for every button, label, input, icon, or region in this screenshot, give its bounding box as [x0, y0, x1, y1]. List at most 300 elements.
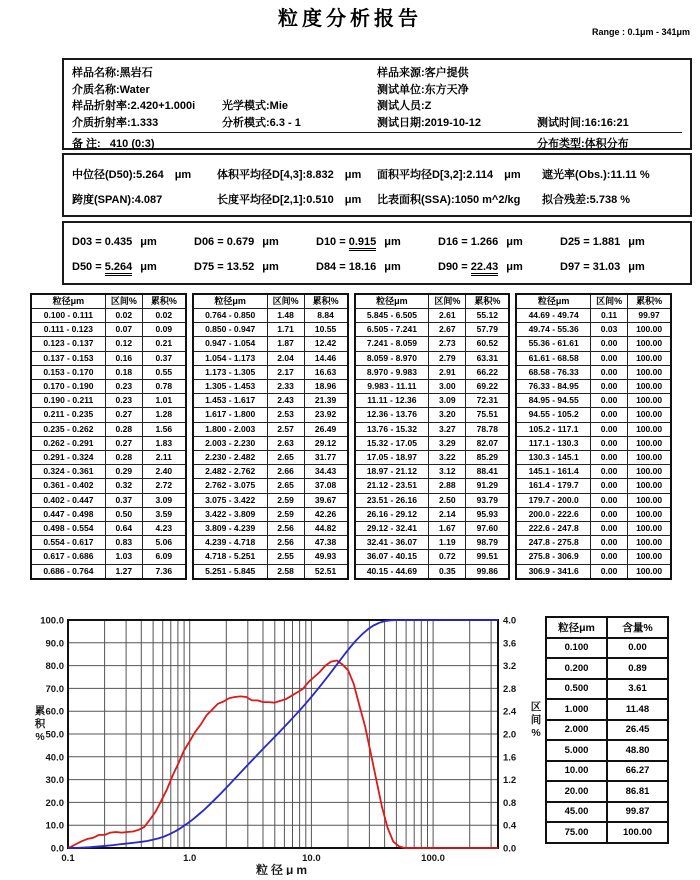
stat-span-label: 跨度(SPAN):	[72, 193, 135, 206]
cumulative-cell: 37.08	[304, 479, 347, 493]
cumulative-cell: 10.55	[304, 323, 347, 337]
remark-row	[72, 132, 682, 150]
cumulative-cell: 6.09	[142, 550, 185, 564]
interval-cell: 0.00	[591, 380, 628, 394]
bin-range-cell: 84.95 - 94.55	[516, 394, 590, 408]
stat-d21-unit: μm	[344, 193, 362, 206]
percentile-unit: μm	[262, 235, 279, 248]
bin-range-cell: 0.262 - 0.291	[31, 436, 105, 450]
interval-cell: 2.14	[429, 507, 466, 521]
interval-cell: 0.07	[105, 323, 142, 337]
table-row	[193, 550, 348, 564]
percentile-value: 18.16	[348, 260, 377, 273]
summary-size-cell: 5.000	[546, 740, 607, 761]
percentile-unit: μm	[384, 235, 401, 248]
interval-cell: 3.27	[429, 422, 466, 436]
cumulative-cell: 63.31	[466, 351, 509, 365]
summary-size-cell: 0.200	[546, 658, 607, 679]
bin-range-cell: 0.291 - 0.324	[31, 451, 105, 465]
y-axis-right-tick: 1.6	[503, 752, 517, 764]
column-header: 区间%	[105, 294, 142, 309]
summary-row	[546, 699, 668, 720]
stat-ssa	[377, 191, 542, 207]
bin-range-cell: 13.76 - 15.32	[355, 422, 429, 436]
cumulative-cell: 16.63	[304, 365, 347, 379]
stat-median-unit: μm	[174, 168, 192, 181]
column-header: 粒径μm	[516, 294, 590, 309]
stats-row	[72, 161, 682, 186]
interval-cell: 1.87	[267, 337, 304, 351]
stat-d32-label: 面积平均径D[3,2]:	[377, 168, 467, 181]
table-row	[193, 465, 348, 479]
sample-source-label: 样品来源:	[377, 67, 425, 80]
table-row	[193, 522, 348, 536]
y-axis-left-tick: 60.0	[45, 706, 64, 718]
y-axis-left-tick: 0.0	[50, 843, 64, 855]
summary-content-cell: 3.61	[607, 679, 668, 700]
bin-range-cell: 0.686 - 0.764	[31, 564, 105, 579]
stat-span	[72, 191, 217, 207]
bin-range-cell: 2.762 - 3.075	[193, 479, 267, 493]
x-axis-tick: 1.0	[183, 853, 197, 864]
table-row	[516, 323, 671, 337]
table-row	[355, 309, 510, 323]
table-row	[31, 522, 186, 536]
sample-name-value: 黑岩石	[119, 67, 153, 80]
percentile-d97	[560, 261, 682, 273]
interval-cell: 3.22	[429, 451, 466, 465]
interval-cell: 0.11	[591, 309, 628, 323]
cumulative-cell: 0.02	[142, 309, 185, 323]
bin-range-cell: 2.003 - 2.230	[193, 436, 267, 450]
bin-range-cell: 2.482 - 2.762	[193, 465, 267, 479]
bin-range-cell: 0.235 - 0.262	[31, 422, 105, 436]
interval-cell: 1.67	[429, 522, 466, 536]
cumulative-cell: 0.09	[142, 323, 185, 337]
tester-label: 测试人员:	[377, 100, 425, 113]
interval-cell: 0.03	[591, 323, 628, 337]
info-row	[72, 97, 682, 114]
cumulative-cell: 18.96	[304, 380, 347, 394]
distribution-type-value: 体积分布	[584, 138, 629, 150]
y-axis-left-tick: 80.0	[45, 661, 64, 673]
table-row	[31, 493, 186, 507]
summary-size-cell: 20.00	[546, 781, 607, 802]
bin-range-cell: 49.74 - 55.36	[516, 323, 590, 337]
cumulative-cell: 57.79	[466, 323, 509, 337]
y-axis-left-tick: 40.0	[45, 752, 64, 764]
summary-row	[546, 802, 668, 823]
cumulative-cell: 100.00	[628, 479, 671, 493]
interval-cell: 3.00	[429, 380, 466, 394]
table-row	[355, 479, 510, 493]
cumulative-cell: 93.79	[466, 493, 509, 507]
y-axis-right-tick: 0.8	[503, 797, 517, 809]
bin-range-cell: 5.251 - 5.845	[193, 564, 267, 579]
interval-cell: 2.04	[267, 351, 304, 365]
column-header: 粒径μm	[355, 294, 429, 309]
table-header-row	[516, 294, 671, 309]
cumulative-cell: 2.40	[142, 465, 185, 479]
percentile-unit: μm	[628, 260, 645, 273]
y-axis-right-tick: 0.4	[503, 820, 517, 832]
interval-cell: 0.72	[429, 550, 466, 564]
bin-range-cell: 179.7 - 200.0	[516, 493, 590, 507]
summary-row	[546, 781, 668, 802]
y-axis-right-title: %	[531, 727, 541, 739]
interval-cell: 0.02	[105, 309, 142, 323]
y-axis-left-tick: 30.0	[45, 775, 64, 787]
bin-range-cell: 0.211 - 0.235	[31, 408, 105, 422]
summary-table-grid	[545, 616, 669, 844]
interval-cell: 2.59	[267, 507, 304, 521]
interval-cell: 2.67	[429, 323, 466, 337]
stat-median	[72, 166, 217, 182]
bin-range-cell: 130.3 - 145.1	[516, 451, 590, 465]
table-row	[31, 536, 186, 550]
bin-range-cell: 3.809 - 4.239	[193, 522, 267, 536]
summary-size-cell: 1.000	[546, 699, 607, 720]
cumulative-cell: 100.00	[628, 394, 671, 408]
y-axis-right-tick: 2.0	[503, 729, 517, 741]
percentile-d25	[560, 236, 682, 248]
bin-range-cell: 0.447 - 0.498	[31, 507, 105, 521]
y-axis-left-tick: 100.0	[40, 615, 64, 627]
table-row	[193, 479, 348, 493]
table-row	[31, 365, 186, 379]
x-axis-tick: 0.1	[61, 853, 75, 864]
percentiles-box	[62, 221, 692, 285]
interval-cell: 2.57	[267, 422, 304, 436]
bin-range-cell: 105.2 - 117.1	[516, 422, 590, 436]
test-date	[377, 114, 537, 130]
table-row	[31, 337, 186, 351]
interval-cell: 0.50	[105, 507, 142, 521]
cumulative-cell: 14.46	[304, 351, 347, 365]
table-row	[355, 351, 510, 365]
summary-content-cell: 86.81	[607, 781, 668, 802]
cumulative-cell: 88.41	[466, 465, 509, 479]
percentile-name: D50 =	[72, 260, 105, 273]
tester	[377, 97, 682, 113]
cumulative-cell: 60.52	[466, 337, 509, 351]
bin-range-cell: 9.983 - 11.11	[355, 380, 429, 394]
table-row	[193, 493, 348, 507]
interval-cell: 0.23	[105, 380, 142, 394]
cumulative-cell: 31.77	[304, 451, 347, 465]
cumulative-cell: 3.59	[142, 507, 185, 521]
interval-cell: 0.00	[591, 465, 628, 479]
cumulative-cell: 100.00	[628, 536, 671, 550]
table-header-row	[31, 294, 186, 309]
bin-range-cell: 145.1 - 161.4	[516, 465, 590, 479]
cumulative-cell: 2.11	[142, 451, 185, 465]
percentile-d10	[316, 236, 438, 248]
medium-ri	[72, 114, 222, 130]
medium-name	[72, 81, 377, 97]
interval-cell: 0.27	[105, 436, 142, 450]
table-row	[516, 394, 671, 408]
summary-content-cell: 66.27	[607, 761, 668, 782]
bin-range-cell: 76.33 - 84.95	[516, 380, 590, 394]
column-header: 粒径μm	[31, 294, 105, 309]
cumulative-cell: 44.82	[304, 522, 347, 536]
bin-range-cell: 17.05 - 18.97	[355, 451, 429, 465]
percentile-name: D03 =	[72, 235, 105, 248]
column-header: 区间%	[429, 294, 466, 309]
bin-range-cell: 275.8 - 306.9	[516, 550, 590, 564]
interval-cell: 2.55	[267, 550, 304, 564]
interval-cell: 0.28	[105, 451, 142, 465]
interval-cell: 0.64	[105, 522, 142, 536]
measure-range-label: Range : 0.1μm - 341μm	[591, 27, 690, 37]
table-row	[193, 323, 348, 337]
stat-ssa-value: 1050 m^2/kg	[454, 193, 521, 206]
column-header: 区间%	[267, 294, 304, 309]
interval-cell: 0.00	[591, 436, 628, 450]
test-time-label: 测试时间:	[537, 116, 585, 129]
stat-d43-label: 体积平均径D[4,3]:	[217, 168, 307, 181]
percentile-name: D90 =	[438, 260, 471, 273]
table-row	[193, 536, 348, 550]
interval-cell: 1.48	[267, 309, 304, 323]
summary-content-cell: 26.45	[607, 720, 668, 741]
table-row	[193, 422, 348, 436]
percentile-value: 13.52	[226, 260, 255, 273]
bin-range-cell: 0.850 - 0.947	[193, 323, 267, 337]
summary-column-header: 粒径μm	[546, 617, 607, 638]
table-row	[193, 507, 348, 521]
cumulative-cell: 100.00	[628, 337, 671, 351]
interval-cell: 2.33	[267, 380, 304, 394]
percentile-d06	[194, 236, 316, 248]
cumulative-cell: 97.60	[466, 522, 509, 536]
analysis-mode	[222, 114, 377, 130]
cumulative-cell: 100.00	[628, 408, 671, 422]
bin-range-cell: 2.230 - 2.482	[193, 451, 267, 465]
interval-cell: 2.91	[429, 365, 466, 379]
cumulative-cell: 72.31	[466, 394, 509, 408]
distribution-table-group-2	[192, 293, 349, 580]
info-row	[72, 114, 682, 131]
table-row	[516, 380, 671, 394]
table-row	[31, 451, 186, 465]
cumulative-cell: 85.29	[466, 451, 509, 465]
cumulative-cell: 69.22	[466, 380, 509, 394]
table-row	[355, 380, 510, 394]
bin-range-cell: 161.4 - 179.7	[516, 479, 590, 493]
test-org-label: 测试单位:	[377, 83, 425, 96]
y-axis-right-tick: 3.2	[503, 661, 517, 673]
stat-d32	[377, 166, 542, 182]
cumulative-cell: 2.72	[142, 479, 185, 493]
stat-median-label: 中位径(D50):	[72, 168, 137, 181]
table-row	[355, 365, 510, 379]
medium-ri-value: 1.333	[130, 116, 159, 129]
table-row	[516, 422, 671, 436]
analysis-mode-value: 6.3 - 1	[269, 116, 301, 129]
interval-cell: 0.00	[591, 408, 628, 422]
stats-row	[72, 186, 682, 211]
cumulative-cell: 1.83	[142, 436, 185, 450]
cumulative-cell: 42.26	[304, 507, 347, 521]
bin-range-cell: 32.41 - 36.07	[355, 536, 429, 550]
bin-range-cell: 0.100 - 0.111	[31, 309, 105, 323]
interval-cell: 0.28	[105, 422, 142, 436]
table-row	[516, 536, 671, 550]
distribution-table-group-3	[354, 293, 511, 580]
interval-cell: 0.00	[591, 365, 628, 379]
table-row	[516, 493, 671, 507]
bin-range-cell: 5.845 - 6.505	[355, 309, 429, 323]
cumulative-cell: 100.00	[628, 564, 671, 579]
optical-mode	[222, 97, 377, 113]
cumulative-cell: 4.23	[142, 522, 185, 536]
column-header: 累积%	[628, 294, 671, 309]
bin-range-cell: 0.402 - 0.447	[31, 493, 105, 507]
interval-cell: 0.18	[105, 365, 142, 379]
table-row	[355, 337, 510, 351]
cumulative-cell: 100.00	[628, 465, 671, 479]
distribution-table-group-4	[515, 293, 672, 580]
stat-span-value: 4.087	[134, 193, 163, 206]
percentile-unit: μm	[384, 260, 401, 273]
bin-range-cell: 0.170 - 0.190	[31, 380, 105, 394]
cumulative-cell: 100.00	[628, 451, 671, 465]
interval-cell: 0.00	[591, 536, 628, 550]
tester-value: Z	[424, 100, 432, 113]
summary-size-cell: 10.00	[546, 761, 607, 782]
sample-ri-label: 样品折射率:	[72, 100, 131, 113]
summary-content-cell: 99.87	[607, 802, 668, 823]
interval-cell: 0.00	[591, 337, 628, 351]
cumulative-cell: 55.12	[466, 309, 509, 323]
stat-residual-value: 5.738 %	[589, 193, 631, 206]
percentile-name: D06 =	[194, 235, 227, 248]
bin-range-cell: 1.173 - 1.305	[193, 365, 267, 379]
stat-d32-value: 2.114	[466, 168, 494, 181]
stat-obscuration-label: 遮光率(Obs.):	[542, 168, 611, 181]
stat-d21-value: 0.510	[306, 193, 334, 206]
table-row	[193, 436, 348, 450]
percentiles-row-1	[72, 229, 682, 254]
interval-cell: 0.00	[591, 422, 628, 436]
optical-mode-label: 光学模式:	[222, 100, 270, 113]
bin-range-cell: 0.361 - 0.402	[31, 479, 105, 493]
interval-cell: 0.32	[105, 479, 142, 493]
distribution-table-group-1	[30, 293, 187, 580]
bin-range-cell: 1.453 - 1.617	[193, 394, 267, 408]
test-time	[537, 114, 682, 130]
table-row	[516, 550, 671, 564]
percentile-value: 1.881	[592, 235, 621, 248]
interval-cell: 2.43	[267, 394, 304, 408]
cumulative-cell: 3.09	[142, 493, 185, 507]
bin-range-cell: 7.241 - 8.059	[355, 337, 429, 351]
cumulative-cell: 100.00	[628, 380, 671, 394]
column-header: 粒径μm	[193, 294, 267, 309]
y-axis-left-tick: 70.0	[45, 683, 64, 695]
table-row	[193, 564, 348, 579]
table-row	[516, 479, 671, 493]
summary-table	[545, 616, 669, 844]
stat-d32-unit: μm	[504, 168, 521, 181]
percentile-value: 0.915	[349, 236, 377, 251]
x-axis-tick: 100.0	[421, 853, 445, 864]
cumulative-cell: 100.00	[628, 493, 671, 507]
interval-cell: 3.09	[429, 394, 466, 408]
summary-content-cell: 0.00	[607, 638, 668, 659]
percentile-unit: μm	[140, 235, 157, 248]
cumulative-cell: 95.93	[466, 507, 509, 521]
interval-cell: 1.27	[105, 564, 142, 579]
cumulative-cell: 1.56	[142, 422, 185, 436]
interval-cell: 0.12	[105, 337, 142, 351]
cumulative-cell: 82.07	[466, 436, 509, 450]
bin-range-cell: 0.498 - 0.554	[31, 522, 105, 536]
table-row	[31, 564, 186, 579]
percentile-name: D75 =	[194, 260, 227, 273]
summary-size-cell: 2.000	[546, 720, 607, 741]
bin-range-cell: 0.554 - 0.617	[31, 536, 105, 550]
percentile-d90	[438, 261, 560, 273]
summary-row	[546, 740, 668, 761]
interval-cell: 3.29	[429, 436, 466, 450]
summary-row	[546, 761, 668, 782]
y-axis-right-tick: 3.6	[503, 638, 517, 650]
info-row	[72, 81, 682, 98]
stat-d21-label: 长度平均径D[2,1]:	[217, 193, 307, 206]
sample-ri-value: 2.420+1.000i	[130, 100, 196, 113]
percentile-d50	[72, 261, 194, 273]
table-row	[516, 436, 671, 450]
cumulative-cell: 39.67	[304, 493, 347, 507]
interval-cell: 0.00	[591, 507, 628, 521]
interval-cell: 2.59	[267, 493, 304, 507]
y-axis-left-title: %	[35, 731, 45, 743]
cumulative-cell: 78.78	[466, 422, 509, 436]
table-row	[31, 309, 186, 323]
table-row	[355, 422, 510, 436]
percentile-unit: μm	[262, 260, 279, 273]
distribution-chart-area	[28, 610, 548, 875]
bin-range-cell: 94.55 - 105.2	[516, 408, 590, 422]
table-row	[31, 380, 186, 394]
bin-range-cell: 4.718 - 5.251	[193, 550, 267, 564]
interval-cell: 3.20	[429, 408, 466, 422]
report-title: 粒度分析报告	[278, 8, 422, 30]
table-row	[355, 451, 510, 465]
remark-value: 410 (0:3)	[109, 138, 155, 150]
table-row	[31, 408, 186, 422]
table-row	[193, 337, 348, 351]
table-header-row	[355, 294, 510, 309]
table-row	[193, 408, 348, 422]
bin-range-cell: 306.9 - 341.6	[516, 564, 590, 579]
bin-range-cell: 0.764 - 0.850	[193, 309, 267, 323]
test-date-value: 2019-10-12	[424, 116, 481, 129]
table-row	[355, 394, 510, 408]
bin-range-cell: 29.12 - 32.41	[355, 522, 429, 536]
distribution-chart	[28, 610, 548, 875]
stat-residual	[542, 191, 682, 207]
sample-source	[377, 64, 682, 80]
medium-name-label: 介质名称:	[72, 83, 120, 96]
summary-column-header: 含量%	[607, 617, 668, 638]
bin-range-cell: 0.617 - 0.686	[31, 550, 105, 564]
table-row	[193, 309, 348, 323]
stat-residual-label: 拟合残差:	[542, 193, 590, 206]
